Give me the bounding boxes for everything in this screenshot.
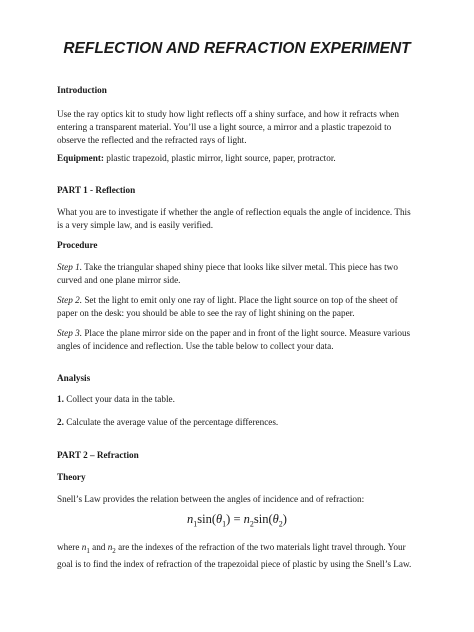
introduction-heading: Introduction [57, 85, 107, 95]
analysis-heading: Analysis [57, 373, 91, 383]
analysis-item-2-text: Calculate the average value of the percentage differences. [63, 417, 279, 427]
theory-text: Snell’s Law provides the relation between the angles of incidence and of refraction: [57, 494, 365, 504]
procedure-heading: Procedure [57, 240, 98, 250]
analysis-item-2 [57, 416, 419, 429]
step-3 [57, 327, 419, 353]
part1-heading: PART 1 - Reflection [57, 185, 136, 195]
analysis-item-1-text: Collect your data in the table. [63, 394, 175, 404]
introduction-text: Use the ray optics kit to study how light reflects off a shiny surface, and how it refracts when entering a transparent material. You’ll use a light source, a mirror and a plastic trapezoid to observe the reflected and the refracted rays of light. [57, 109, 399, 145]
analysis-item-2-num: 2. [57, 417, 64, 427]
document-title: REFLECTION AND REFRACTION EXPERIMENT [63, 40, 411, 57]
equipment-line [57, 152, 419, 165]
step-2-text: Set the light to emit only one ray of light. Place the light source on top of the sheet of paper on the desk: you should be able to see the ray of light shining on the paper. [57, 295, 398, 318]
step-2-label: Step 2. [57, 295, 83, 305]
theory-heading: Theory [57, 472, 86, 482]
snells-law-formula: $n_1\sin(\theta_1) = n_2\sin(\theta_2)$ [187, 512, 287, 529]
part1-text: What you are to investigate if whether the angle of reflection equals the angle of incidence. This is a very simple law, and is easily verified. [57, 207, 411, 230]
where-text: where $n_1$ and $n_2$ are the indexes of the refraction of the two materials light travel through. Your goal is to find the index of refraction of the trapezoidal piece of plastic by using the Snell’s Law. [57, 542, 412, 569]
analysis-item-1-num: 1. [57, 394, 64, 404]
step-1-label: Step 1. [57, 262, 83, 272]
equipment-label: Equipment: [57, 153, 104, 163]
step-2 [57, 294, 419, 320]
equipment-text: plastic trapezoid, plastic mirror, light source, paper, protractor. [103, 153, 336, 163]
step-3-text: Place the plane mirror side on the paper and in front of the light source. Measure various angles of incidence and reflection. Use the table below to collect your data. [57, 328, 411, 351]
step-1 [57, 261, 419, 287]
step-1-text: Take the triangular shaped shiny piece that looks like silver metal. This piece has two curved and one plane mirror side. [57, 262, 398, 285]
step-3-label: Step 3. [57, 328, 83, 338]
part2-heading: PART 2 – Refraction [57, 450, 139, 460]
analysis-item-1 [57, 393, 419, 406]
